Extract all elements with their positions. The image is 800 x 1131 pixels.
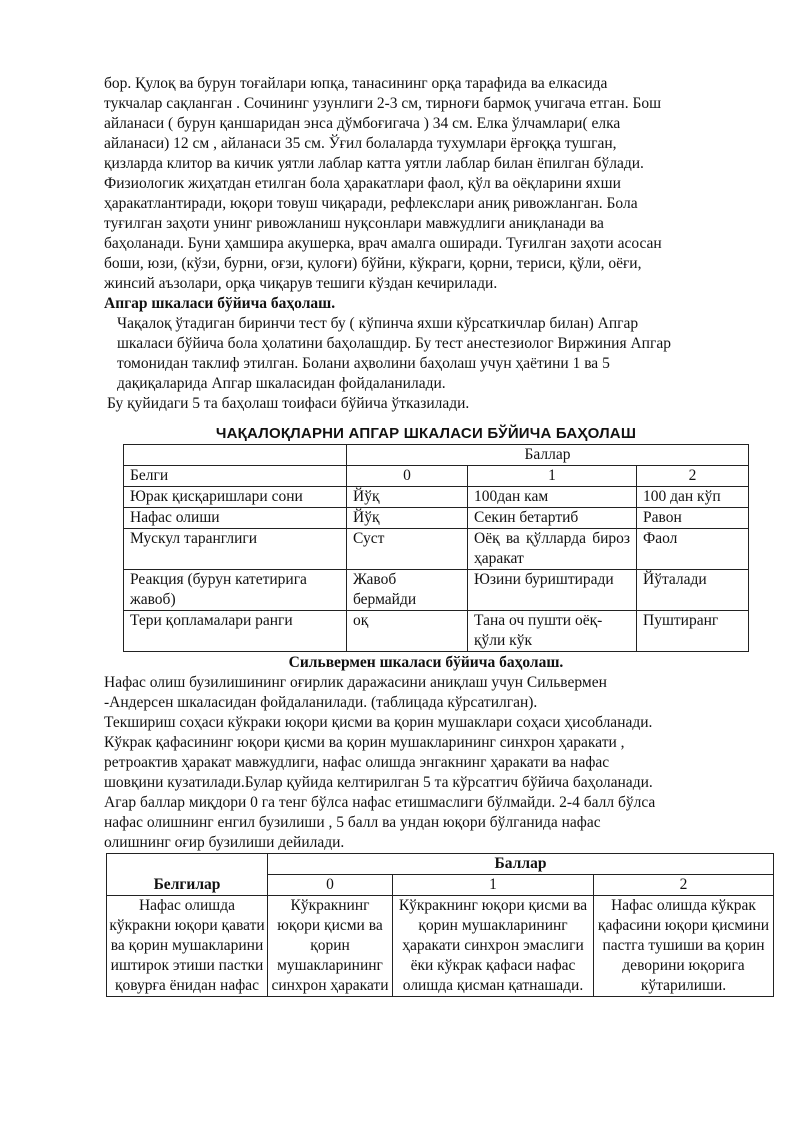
apgar-heading: Апгар шкаласи бўйича баҳолаш. [104,295,336,312]
text-line: дақиқаларида Апгар шкаласидан фойдаланилади. [117,375,446,392]
apgar-table [123,444,749,652]
scores-header: Баллар [347,445,749,466]
table-row [124,508,749,529]
score-cell: Йўқ [347,487,468,508]
score-col-header: 1 [393,875,594,896]
text-line: нафас олишнинг енгил бузилиши , 5 балл ва ундан юқори бўлганида нафас [104,814,601,831]
score-cell: Тана оч пушти оёқ-қўли кўк [468,611,637,652]
score-col-header: 0 [347,466,468,487]
text-line: -Андерсен шкаласидан фойдаланилади. (таблицада кўрсатилган). [104,694,538,711]
text-line: шовқини кузатилади.Булар қуйида келтирилган 5 та кўрсатгич бўйича баҳоланади. [104,774,653,791]
scores-header: Баллар [268,854,774,875]
text-line: Нафас олиш бузилишининг оғирлик даражасини аниқлаш учун Сильвермен [104,674,607,691]
table-row [124,529,749,570]
table-row [124,487,749,508]
score-col-header: 0 [268,875,393,896]
apgar-note: Бу қуйидаги 5 та баҳолаш тоифаси бўйича ўтказилади. [107,395,470,412]
text-line: ҳаракатлантиради, юқори товуш чиқаради, рефлекслари аниқ ривожланган. Бола [104,195,638,212]
silverman-heading: Сильвермен шкаласи бўйича баҳолаш. [288,654,564,671]
score-col-header: 2 [594,875,774,896]
score-cell: 100 дан кўп [637,487,749,508]
intro-paragraph [104,74,748,294]
score-cell: оқ [347,611,468,652]
table-row [124,611,749,652]
signs-header: Белгилар [107,854,268,896]
text-line: баҳоланади. Буни ҳамшира акушерка, врач амалга оширади. Туғилган заҳоти асосан [104,235,662,252]
table-row [107,896,774,997]
text-line: Кўкрак қафасининг юқори қисми ва қорин мушакларининг синхрон ҳаракати , [104,734,625,751]
score-cell: Равон [637,508,749,529]
silverman-table [106,853,774,997]
text-line: тукчалар сақланган . Сочининг узунлиги 2-3 см, тирноғи бармоқ учигача етган. Бош [104,95,662,112]
sign-cell: Тери қопламалари ранги [124,611,347,652]
sign-cell: Реакция (бурун катетирига жавоб) [124,570,347,611]
text-line: жинсий аъзолари, орқа чиқарув тешиги кўздан кечирилади. [104,275,498,292]
score-cell: Кўкракнинг юқори қисми ва қорин мушакларининг ҳаракати синхрон эмаслиги ёки кўкрак қафаси нафас олишда қисман қатнашади. [393,896,594,997]
text-line: туғилган заҳоти унинг ривожланиш нуқсонлари мавжудлиги аниқланади ва [104,215,604,232]
empty-cell [124,445,347,466]
score-cell: Суст [347,529,468,570]
text-line: томонидан таклиф этилган. Болани аҳволини баҳолаш учун ҳаётини 1 ва 5 [117,355,610,372]
text-line: олишнинг оғир бузилиши дейилади. [104,834,345,851]
text-line: Чақалоқ ўтадиган биринчи тест бу ( кўпинча яхши кўрсаткичлар билан) Апгар [117,315,639,332]
text-line: Физиологик жиҳатдан етилган бола ҳаракатлари фаол, қўл ва оёқларини яхши [104,175,621,192]
score-col-header: 2 [637,466,749,487]
sign-cell: Нафас олишда кўкракни юқори қавати ва қорин мушакларини иштирок этиши пастки қовурға ёнидан нафас [107,896,268,997]
text-line: Текшириш соҳаси кўкраки юқори қисми ва қорин мушаклари соҳаси ҳисобланади. [104,714,653,731]
table-row [124,570,749,611]
table-header-row [124,445,749,466]
document-page [104,74,770,997]
apgar-paragraph [104,314,748,394]
silverman-paragraph [104,673,748,853]
score-cell: Йўқ [347,508,468,529]
sign-cell: Мускул таранглиги [124,529,347,570]
text-line: шкаласи бўйича бола ҳолатини баҳолашдир. Бу тест анестезиолог Виржиния Апгар [117,335,671,352]
score-cell: Оёқ ва қўлларда бироз ҳаракат [468,529,637,570]
table-header-row [124,466,749,487]
sign-cell: Юрак қисқаришлари сони [124,487,347,508]
score-cell: 100дан кам [468,487,637,508]
score-cell: Пуштиранг [637,611,749,652]
score-cell: Фаол [637,529,749,570]
text-line: ретроактив ҳаракат мавжудлиги, нафас олишда энгакнинг ҳаракати ва нафас [104,754,610,771]
table-header-row [107,854,774,875]
score-col-header: 1 [468,466,637,487]
score-cell: Жавоб бермайди [347,570,468,611]
sign-cell: Нафас олиши [124,508,347,529]
score-cell: Нафас олишда кўкрак қафасини юқори қисмини пастга тушиши ва қорин деворини юқорига кўтарилиши. [594,896,774,997]
text-line: бор. Қулоқ ва бурун тоғайлари юпқа, танасининг орқа тарафида ва елкасида [104,75,608,92]
score-cell: Йўталади [637,570,749,611]
score-cell: Секин бетартиб [468,508,637,529]
sign-header: Белги [124,466,347,487]
text-line: айланаси) 12 см , айланаси 35 см. Ўғил болаларда тухумлари ёрғоққа тушган, [104,135,617,152]
text-line: қизларда клитор ва кичик уятли лаблар катта уятли лаблар билан ёпилган бўлади. [104,155,644,172]
text-line: Агар баллар миқдори 0 га тенг бўлса нафас етишмаслиги бўлмайди. 2-4 балл бўлса [104,794,656,811]
text-line: боши, юзи, (кўзи, бурни, оғзи, қулоғи) бўйни, кўкраги, қорни, териси, қўли, оёғи, [104,255,642,272]
score-cell: Кўкракнинг юқори қисми ва қорин мушакларининг синхрон ҳаракати [268,896,393,997]
score-cell: Юзини буриштиради [468,570,637,611]
apgar-table-title: ЧАҚАЛОҚЛАРНИ АПГАР ШКАЛАСИ БЎЙИЧА БАҲОЛАШ [215,425,637,442]
text-line: айланаси ( бурун қаншаридан энса дўмбоғигача ) 34 см. Елка ўлчамлари( елка [104,115,621,132]
